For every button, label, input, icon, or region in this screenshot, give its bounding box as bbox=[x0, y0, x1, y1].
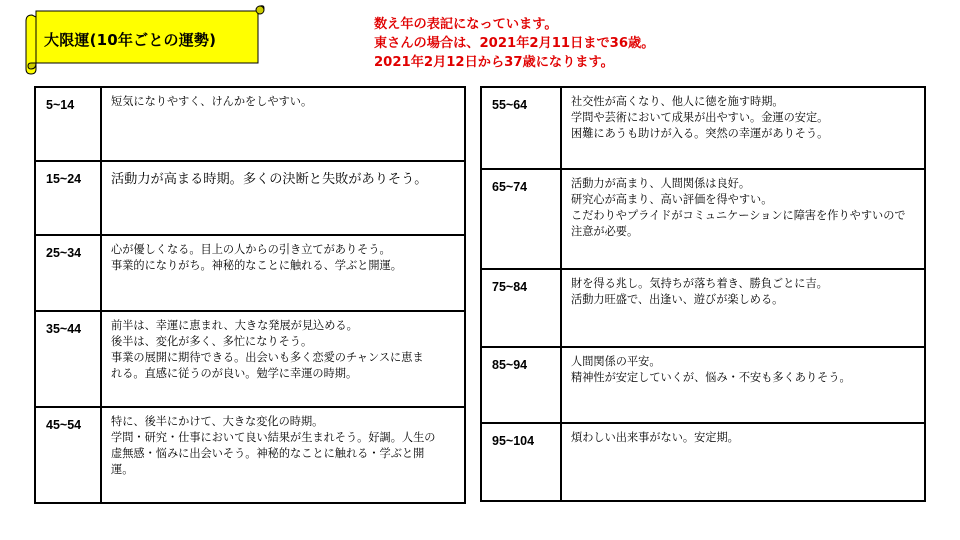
description-line: 短気になりやすく、けんかをしやすい。 bbox=[111, 95, 313, 108]
age-range: 85~94 bbox=[481, 347, 561, 423]
age-range: 55~64 bbox=[481, 87, 561, 169]
description-line: 前半は、幸運に恵まれ、大きな発展が見込める。 bbox=[111, 319, 358, 332]
fortune-description bbox=[561, 87, 925, 169]
fortune-description bbox=[561, 169, 925, 269]
table-row bbox=[481, 347, 925, 423]
notice-line: 東さんの場合は、2021年2月11日まで36歳。 bbox=[374, 36, 655, 51]
fortune-description bbox=[101, 311, 465, 407]
description-line: 学問や芸術において成果が出やすい。金運の安定。 bbox=[571, 111, 829, 124]
table-row bbox=[481, 87, 925, 169]
table-row bbox=[481, 169, 925, 269]
description-line: 活動力が高まり、人間関係は良好。 bbox=[571, 177, 751, 190]
age-range: 25~34 bbox=[35, 235, 101, 311]
description-line: 虚無感・悩みに出会いそう。神秘的なことに触れる・学ぶと開 bbox=[111, 447, 425, 460]
notice-line: 数え年の表記になっています。 bbox=[374, 17, 558, 32]
description-line: 事業的になりがち。神秘的なことに触れる、学ぶと開運。 bbox=[111, 259, 402, 272]
fortune-table-left bbox=[34, 86, 466, 504]
description-line: 注意が必要。 bbox=[571, 225, 639, 238]
age-range: 95~104 bbox=[481, 423, 561, 501]
description-line: 精神性が安定していくが、悩み・不安も多くありそう。 bbox=[571, 371, 851, 384]
table-row bbox=[481, 423, 925, 501]
description-line: 困難にあうも助けが入る。突然の幸運がありそう。 bbox=[571, 127, 829, 140]
fortune-description bbox=[561, 269, 925, 347]
age-range: 5~14 bbox=[35, 87, 101, 161]
page-title: 大限運(10年ごとの運勢) bbox=[44, 31, 217, 49]
description-line: 特に、後半にかけて、大きな変化の時期。 bbox=[111, 415, 324, 428]
description-line: 運。 bbox=[111, 463, 134, 476]
age-range: 75~84 bbox=[481, 269, 561, 347]
age-notice bbox=[374, 15, 654, 72]
age-range: 35~44 bbox=[35, 311, 101, 407]
description-line: 心が優しくなる。目上の人からの引き立てがありそう。 bbox=[111, 243, 391, 256]
description-line: 後半は、変化が多く、多忙になりそう。 bbox=[111, 335, 313, 348]
description-line: 財を得る兆し。気持ちが落ち着き、勝負ごとに吉。 bbox=[571, 277, 828, 290]
table-row bbox=[35, 161, 465, 235]
fortune-description bbox=[101, 161, 465, 235]
age-range: 45~54 bbox=[35, 407, 101, 503]
description-line: 事業の展開に期待できる。出会いも多く恋愛のチャンスに恵ま bbox=[111, 351, 424, 364]
description-line: 人間関係の平安。 bbox=[571, 355, 661, 368]
age-range: 65~74 bbox=[481, 169, 561, 269]
title-banner bbox=[22, 3, 268, 75]
fortune-description bbox=[561, 347, 925, 423]
table-row bbox=[481, 269, 925, 347]
table-row bbox=[35, 407, 465, 503]
fortune-description bbox=[561, 423, 925, 501]
table-row bbox=[35, 311, 465, 407]
description-line: れる。直感に従うのが良い。勉学に幸運の時期。 bbox=[111, 367, 358, 380]
description-line: こだわりやプライドがコミュニケーションに障害を作りやすいので bbox=[571, 209, 906, 222]
description-line: 社交性が高くなり、他人に徳を施す時期。 bbox=[571, 95, 784, 108]
description-line: 活動力旺盛で、出逢い、遊びが楽しめる。 bbox=[571, 293, 784, 306]
table-row bbox=[35, 87, 465, 161]
fortune-description bbox=[101, 235, 465, 311]
description-line: 活動力が高まる時期。多くの決断と失敗がありそう。 bbox=[111, 172, 428, 187]
description-line: 研究心が高まり、高い評価を得やすい。 bbox=[571, 193, 773, 206]
notice-line: 2021年2月12日から37歳になります。 bbox=[374, 55, 614, 70]
description-line: 煩わしい出来事がない。安定期。 bbox=[571, 431, 739, 444]
table-row bbox=[35, 235, 465, 311]
age-range: 15~24 bbox=[35, 161, 101, 235]
fortune-description bbox=[101, 87, 465, 161]
fortune-description bbox=[101, 407, 465, 503]
description-line: 学問・研究・仕事において良い結果が生まれそう。好調。人生の bbox=[111, 431, 436, 444]
fortune-table-right bbox=[480, 86, 926, 502]
